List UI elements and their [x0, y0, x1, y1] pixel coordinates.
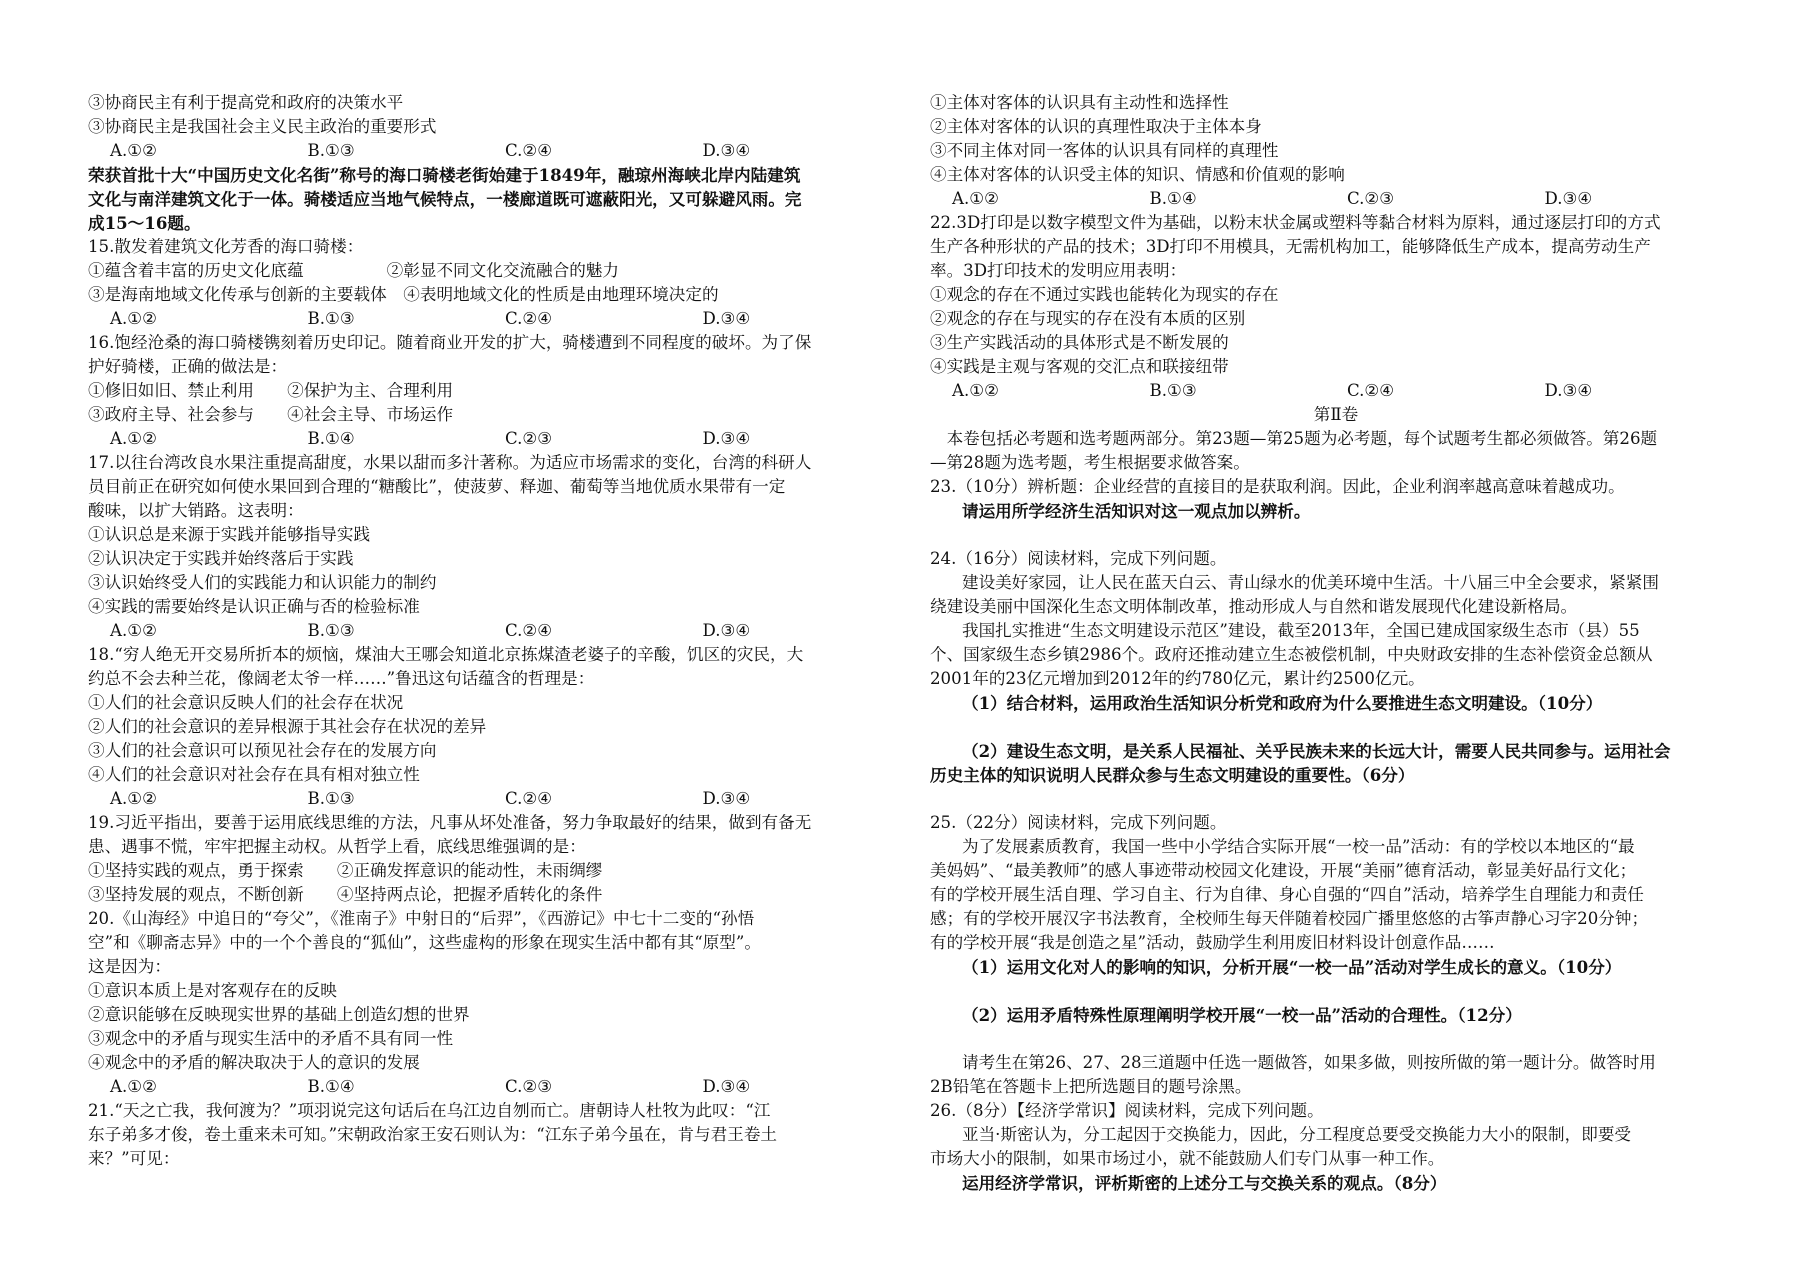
answer-option: D.③④ — [1544, 189, 1593, 208]
answer-options — [88, 1075, 900, 1099]
bold-line: 成15～16题。 — [88, 213, 201, 233]
answer-option: C.②③ — [1347, 189, 1395, 208]
text-line: 绕建设美丽中国深化生态文明体制改革，推动形成人与自然和谐发展现代化建设新格局。 — [930, 597, 1578, 616]
answer-option: A.①② — [952, 189, 1000, 208]
answer-option: C.②④ — [505, 621, 553, 640]
question-prompt: （2）运用矛盾特殊性原理阐明学校开展“一校一品”活动的合理性。（12分） — [962, 1005, 1522, 1025]
text-line: 16.饱经沧桑的海口骑楼镌刻着历史印记。随着商业开发的扩大，骑楼遭到不同程度的破坏。为了保 — [88, 333, 812, 352]
question-prompt: 运用经济学常识，评析斯密的上述分工与交换关系的观点。（8分） — [962, 1173, 1447, 1193]
answer-option: C.②④ — [1347, 381, 1395, 400]
paragraph-start: 请考生在第26、27、28三道题中任选一题做答，如果多做，则按所做的第一题计分。做答时用 — [962, 1053, 1656, 1072]
answer-options — [88, 427, 900, 451]
blank-line — [930, 787, 1742, 811]
text-line: 来？”可见： — [88, 1149, 180, 1168]
answer-options — [88, 307, 900, 331]
left-column — [88, 91, 900, 1171]
text-line: ②意识能够在反映现实世界的基础上创造幻想的世界 — [88, 1005, 470, 1024]
text-line: 酸味，以扩大销路。这表明： — [88, 501, 304, 520]
answer-option: C.②③ — [505, 1077, 553, 1096]
text-line: ①主体对客体的认识具有主动性和选择性 — [930, 93, 1229, 112]
blank-line — [930, 523, 1742, 547]
text-line: 这是因为： — [88, 957, 171, 976]
text-line: ③是海南地域文化传承与创新的主要载体 ④表明地域文化的性质是由地理环境决定的 — [88, 285, 719, 304]
answer-option: B.①③ — [307, 789, 355, 808]
text-line: ①蕴含着丰富的历史文化底蕴 ②彰显不同文化交流融合的魅力 — [88, 261, 619, 280]
text-line: ②认识决定于实践并始终落后于实践 — [88, 549, 354, 568]
text-line: ④实践是主观与客观的交汇点和联接纽带 — [930, 357, 1229, 376]
text-line: 美妈妈”、“最美教师”的感人事迹带动校园文化建设，开展“美丽”德育活动，彰显美好品行文化； — [930, 861, 1637, 880]
text-line: 率。3D打印技术的发明应用表明： — [930, 261, 1187, 280]
text-line: ①人们的社会意识反映人们的社会存在状况 — [88, 693, 404, 712]
answer-option: A.①② — [110, 309, 158, 328]
answer-option: C.②④ — [505, 789, 553, 808]
answer-option: A.①② — [110, 621, 158, 640]
text-line: 患、遇事不慌，牢牢把握主动权。从哲学上看，底线思维强调的是： — [88, 837, 586, 856]
blank-line — [930, 1027, 1742, 1051]
answer-options — [930, 187, 1742, 211]
blank-line — [930, 979, 1742, 1003]
question-prompt: （2）建设生态文明，是关系人民福祉、关乎民族未来的长远大计，需要人民共同参与。运用社会 — [962, 741, 1671, 761]
text-line: 21.“天之亡我，我何渡为？”项羽说完这句话后在乌江边自刎而亡。唐朝诗人杜牧为此叹：“江 — [88, 1101, 771, 1120]
text-line: ④主体对客体的认识受主体的知识、情感和价值观的影响 — [930, 165, 1345, 184]
text-line: 有的学校开展生活自理、学习自主、行为自律、身心自强的“四自”活动，培养学生自理能力和责任 — [930, 885, 1644, 904]
text-line: 个、国家级生态乡镇2986个。政府还推动建立生态被偿机制，中央财政安排的生态补偿资金总额从 — [930, 645, 1653, 664]
text-line: 2B铅笔在答题卡上把所选题目的题号涂黑。 — [930, 1077, 1252, 1096]
text-line: 感；有的学校开展汉字书法教育，全校师生每天伴随着校园广播里悠悠的古筝声静心习字20分钟； — [930, 909, 1649, 928]
text-line: ③观念中的矛盾与现实生活中的矛盾不具有同一性 — [88, 1029, 454, 1048]
question-prompt: （1）结合材料，运用政治生活知识分析党和政府为什么要推进生态文明建设。（10分） — [962, 693, 1603, 713]
text-line: ①认识总是来源于实践并能够指导实践 — [88, 525, 371, 544]
answer-option: D.③④ — [1544, 381, 1593, 400]
text-line: —第28题为选考题，考生根据要求做答案。 — [930, 453, 1250, 472]
text-line: 生产各种形状的产品的技术；3D打印不用模具，无需机构加工，能够降低生产成本，提高劳动生产 — [930, 237, 1651, 256]
text-line: ④实践的需要始终是认识正确与否的检验标准 — [88, 597, 420, 616]
answer-option: B.①④ — [1149, 189, 1197, 208]
text-line: 17.以往台湾改良水果注重提高甜度，水果以甜而多汁著称。为适应市场需求的变化，台湾的科研人 — [88, 453, 812, 472]
answer-option: A.①② — [110, 429, 158, 448]
answer-option: B.①③ — [1149, 381, 1197, 400]
text-line: 市场大小的限制，如果市场过小，就不能鼓励人们专门从事一种工作。 — [930, 1149, 1445, 1168]
answer-option: D.③④ — [702, 789, 751, 808]
text-line: 18.“穷人绝无开交易所折本的烦恼，煤油大王哪会知道北京拣煤渣老婆子的辛酸，饥区的灾民，大 — [88, 645, 804, 664]
text-line: ①意识本质上是对客观存在的反映 — [88, 981, 337, 1000]
text-line: ④观念中的矛盾的解决取决于人的意识的发展 — [88, 1053, 420, 1072]
text-line: 15.散发着建筑文化芳香的海口骑楼： — [88, 237, 364, 256]
answer-option: B.①④ — [307, 429, 355, 448]
text-line: 本卷包括必考题和选考题两部分。第23题—第25题为必考题，每个试题考生都必须做答。第26题 — [930, 429, 1658, 448]
answer-options — [88, 139, 900, 163]
paragraph-start: 亚当·斯密认为，分工起因于交换能力，因此，分工程度总要受交换能力大小的限制，即要受 — [962, 1125, 1632, 1144]
text-line: 26.（8分）【经济学常识】阅读材料，完成下列问题。 — [930, 1101, 1324, 1120]
answer-option: B.①④ — [307, 1077, 355, 1096]
question-prompt: 请运用所学经济生活知识对这一观点加以辨析。 — [962, 501, 1311, 521]
text-line: 23.（10分）辨析题：企业经营的直接目的是获取利润。因此，企业利润率越高意味着越成功。 — [930, 477, 1625, 496]
text-line: 东子弟多才俊，卷土重来未可知。”宋朝政治家王安石则认为：“江东子弟今虽在，肯与君王卷土 — [88, 1125, 778, 1144]
text-line: ③人们的社会意识可以预见社会存在的发展方向 — [88, 741, 437, 760]
text-line: ③协商民主有利于提高党和政府的决策水平 — [88, 93, 404, 112]
answer-option: A.①② — [952, 381, 1000, 400]
text-line: 空”和《聊斋志异》中的一个个善良的“狐仙”，这些虚构的形象在现实生活中都有其“原型”。 — [88, 933, 761, 952]
answer-option: C.②③ — [505, 429, 553, 448]
text-line: 25.（22分）阅读材料，完成下列问题。 — [930, 813, 1227, 832]
text-line: ④人们的社会意识对社会存在具有相对独立性 — [88, 765, 420, 784]
text-line: ②观念的存在与现实的存在没有本质的区别 — [930, 309, 1246, 328]
answer-option: A.①② — [110, 789, 158, 808]
answer-option: D.③④ — [702, 1077, 751, 1096]
text-line: 护好骑楼，正确的做法是： — [88, 357, 288, 376]
text-line: 约总不会去种兰花，像阔老太爷一样……”鲁迅这句话蕴含的哲理是： — [88, 669, 595, 688]
answer-option: A.①② — [110, 141, 158, 160]
text-line: 2001年的23亿元增加到2012年的约780亿元，累计约2500亿元。 — [930, 669, 1425, 688]
text-line: ②人们的社会意识的差异根源于其社会存在状况的差异 — [88, 717, 487, 736]
answer-option: D.③④ — [702, 429, 751, 448]
answer-option: D.③④ — [702, 141, 751, 160]
text-line: 19.习近平指出，要善于运用底线思维的方法，凡事从坏处准备，努力争取最好的结果，做到有备无 — [88, 813, 812, 832]
answer-options — [88, 619, 900, 643]
right-column — [930, 91, 1742, 1195]
section-title: 第Ⅱ卷 — [1313, 405, 1359, 424]
answer-option: A.①② — [110, 1077, 158, 1096]
text-line: ②主体对客体的认识的真理性取决于主体本身 — [930, 117, 1262, 136]
text-line: ③政府主导、社会参与 ④社会主导、市场运作 — [88, 405, 454, 424]
paragraph-start: 建设美好家园，让人民在蓝天白云、青山绿水的优美环境中生活。十八届三中全会要求，紧紧围 — [962, 573, 1659, 592]
text-line: ①坚持实践的观点，勇于探索 ②正确发挥意识的能动性，未雨绸缪 — [88, 861, 603, 880]
text-line: 24.（16分）阅读材料，完成下列问题。 — [930, 549, 1227, 568]
answer-option: B.①③ — [307, 141, 355, 160]
answer-option: B.①③ — [307, 309, 355, 328]
answer-options — [930, 379, 1742, 403]
answer-option: D.③④ — [702, 621, 751, 640]
blank-line — [930, 715, 1742, 739]
paragraph-start: 为了发展素质教育，我国一些中小学结合实际开展“一校一品”活动：有的学校以本地区的“最 — [962, 837, 1635, 856]
answer-option: D.③④ — [702, 309, 751, 328]
answer-option: C.②④ — [505, 141, 553, 160]
text-line: ③生产实践活动的具体形式是不断发展的 — [930, 333, 1229, 352]
answer-option: C.②④ — [505, 309, 553, 328]
bold-line: 历史主体的知识说明人民群众参与生态文明建设的重要性。（6分） — [930, 765, 1415, 785]
text-line: ③坚持发展的观点，不断创新 ④坚持两点论，把握矛盾转化的条件 — [88, 885, 603, 904]
text-line: ③认识始终受人们的实践能力和认识能力的制约 — [88, 573, 437, 592]
paragraph-start: 我国扎实推进“生态文明建设示范区”建设，截至2013年，全国已建成国家级生态市（县）55 — [962, 621, 1640, 640]
text-line: ③不同主体对同一客体的认识具有同样的真理性 — [930, 141, 1279, 160]
text-line: 员目前正在研究如何使水果回到合理的“糖酸比”，使菠萝、释迦、葡萄等当地优质水果带有一定 — [88, 477, 786, 496]
question-prompt: （1）运用文化对人的影响的知识，分析开展“一校一品”活动对学生成长的意义。（10分） — [962, 957, 1622, 977]
text-line: 22.3D打印是以数字模型文件为基础，以粉末状金属或塑料等黏合材料为原料，通过逐层打印的方式 — [930, 213, 1661, 232]
bold-line: 文化与南洋建筑文化于一体。骑楼适应当地气候特点，一楼廊道既可遮蔽阳光，又可躲避风雨。完 — [88, 189, 802, 209]
text-line: ③协商民主是我国社会主义民主政治的重要形式 — [88, 117, 437, 136]
answer-options — [88, 787, 900, 811]
text-line: 有的学校开展“我是创造之星”活动，鼓励学生利用废旧材料设计创意作品…… — [930, 933, 1495, 952]
text-line: ①观念的存在不通过实践也能转化为现实的存在 — [930, 285, 1279, 304]
text-line: ①修旧如旧、禁止利用 ②保护为主、合理利用 — [88, 381, 454, 400]
bold-line: 荣获首批十大“中国历史文化名街”称号的海口骑楼老街始建于1849年，融琼州海峡北岸内陆建筑 — [88, 165, 801, 185]
text-line: 20.《山海经》中追日的“夸父”，《淮南子》中射日的“后羿”，《西游记》中七十二变的“孙悟 — [88, 909, 755, 928]
answer-option: B.①③ — [307, 621, 355, 640]
